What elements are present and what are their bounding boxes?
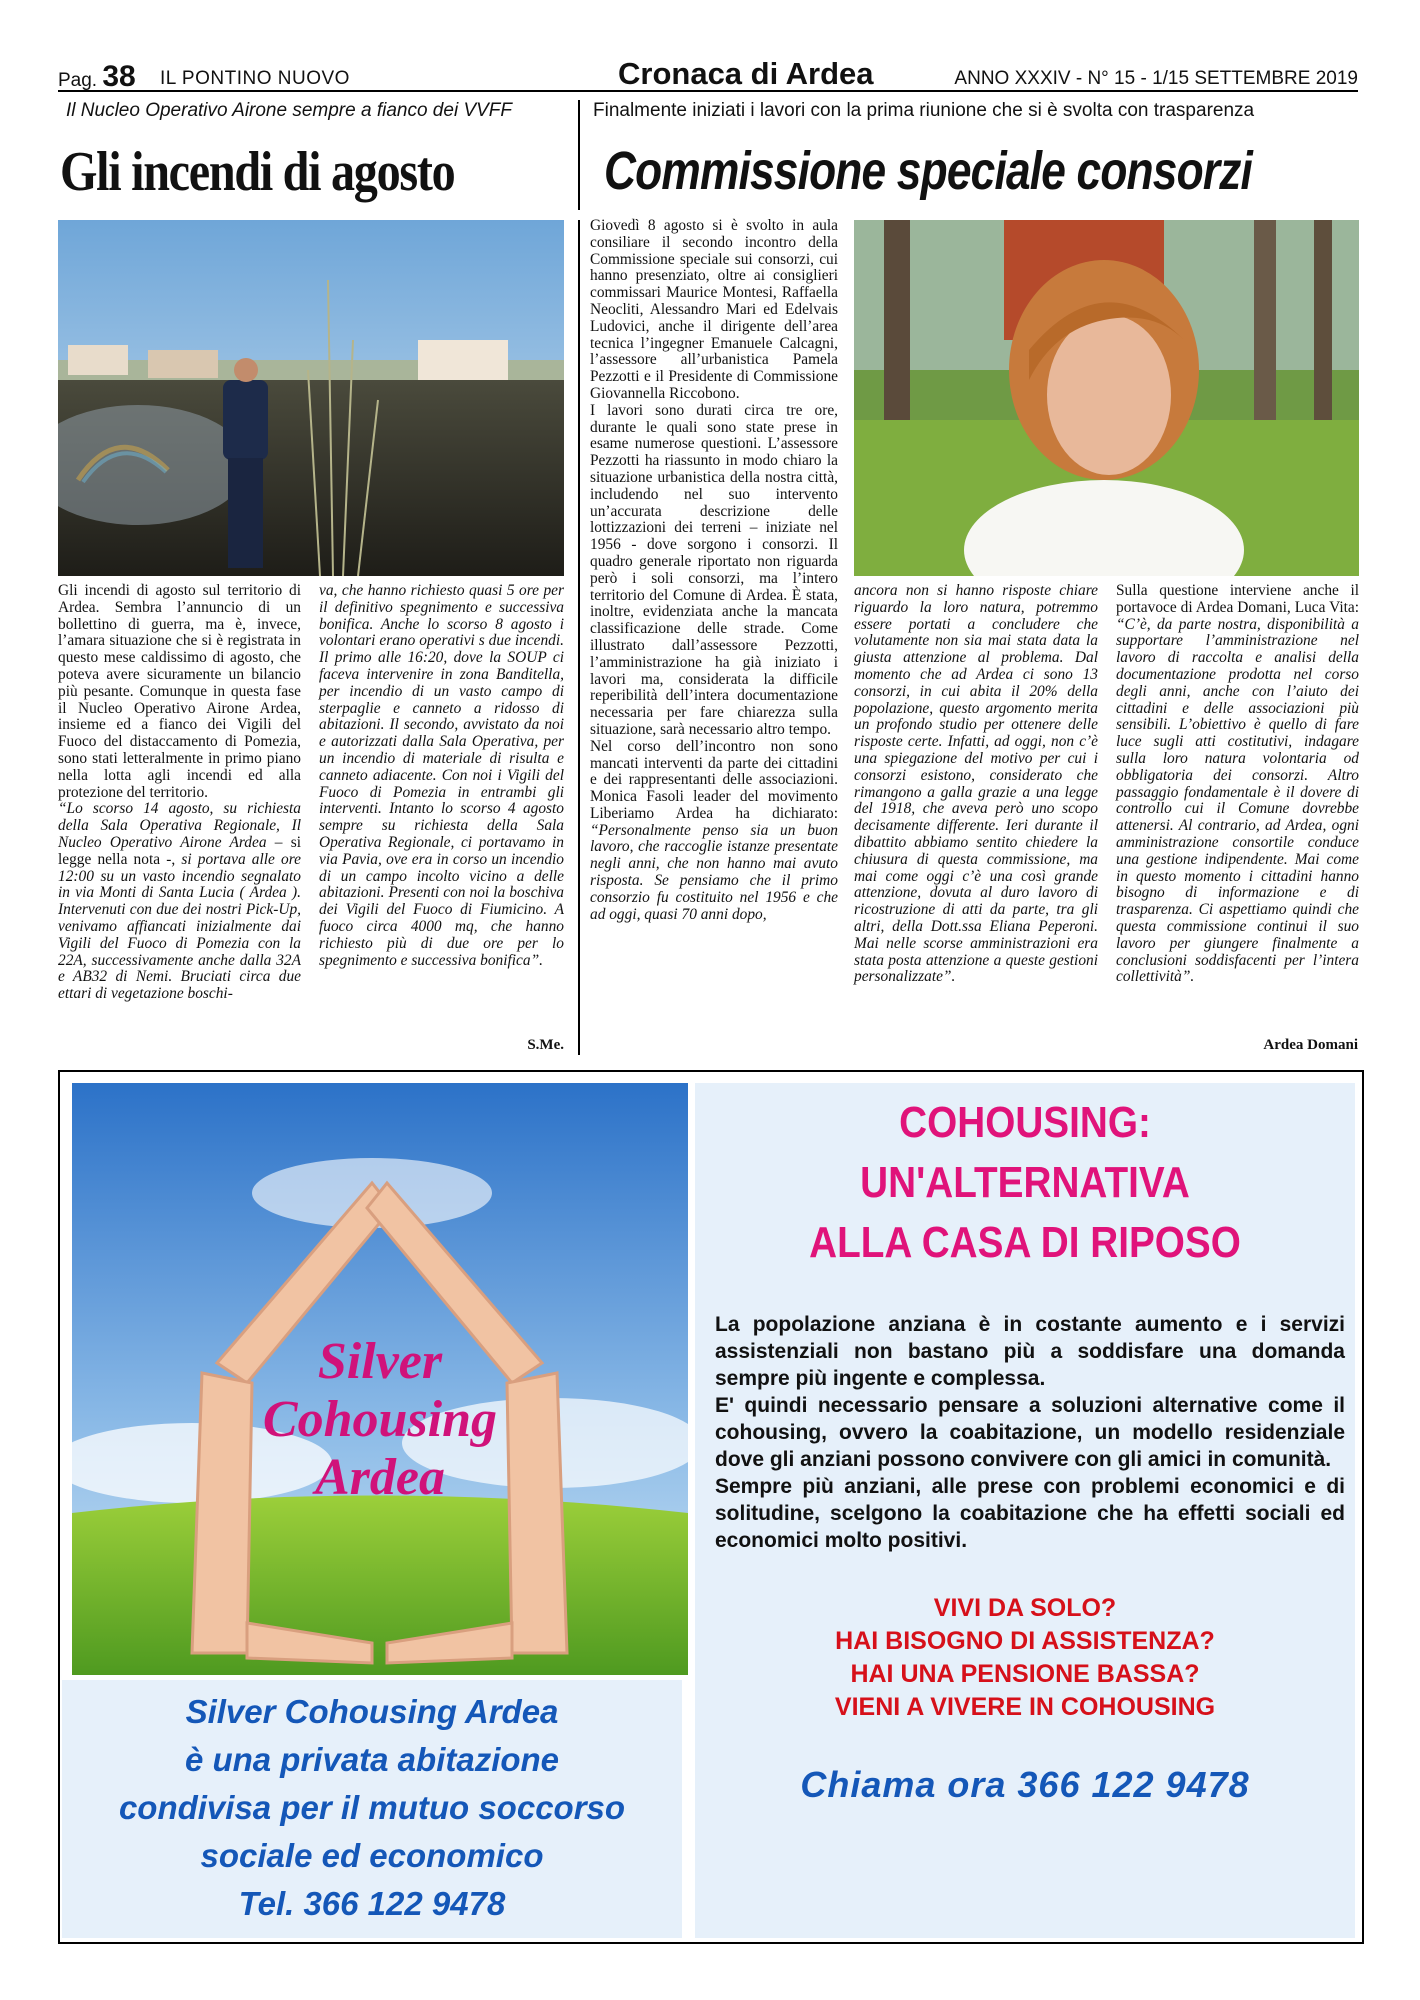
ad-call-to-action: Chiama ora 366 122 9478 [800, 1764, 1250, 1805]
ad-right-panel [695, 1083, 1355, 1938]
article2-signature: Ardea Domani [1263, 1037, 1358, 1053]
article1-column-2: va, che hanno richiesto quasi 5 ore per il definitivo spegnimento e successiva bonifica. Anche lo scorso 8 agosto i volontari erano operativi s due incendi. Il primo alle 16:20, dove la SOUP ci faceva intervenire in zona Banditella, per incendio di un vasto campo di sterpaglie e canneto a ridosso di abitazioni. Il secondo, avvistato da noi e autorizzati dalla Sala Operativa, per un incendio di materiale di risulta e canneto adiacente. Con noi i Vigili del Fuoco di Pomezia in entrambi gli interventi. Intanto lo scorso 4 agosto sempre su richiesta della Sala Operativa Regionale, ci portavamo in via Pavia, ove era in corso un incendio di un campo incolto vicino a delle abitazioni. Presenti con noi la boschiva dei Vigili del Fuoco di Fiumicino. A fuoco circa 4000 mq, che hanno richiesto più di due ore per lo spegnimento e successiva bonifica”. [319, 582, 564, 969]
ad-title: COHOUSING: UN'ALTERNATIVA ALLA CASA DI RIPOSO [809, 1098, 1241, 1267]
ad-image-caption: Silver Cohousing Ardea [262, 1333, 498, 1506]
issue-info: ANNO XXXIV - N° 15 - 1/15 SETTEMBRE 2019 [954, 68, 1358, 89]
section-title: Cronaca di Ardea [618, 56, 874, 91]
article2-column-1: Giovedì 8 agosto si è svolto in aula consiliare il secondo incontro della Commissione speciale sui consorzi, cui hanno presenziato, oltre ai consiglieri commissari Maurice Montesi, Raffaella Neocliti, Alessandro Mari ed Edelvais Ludovici, anche il dirigente dell’area tecnica l’ingegner Emanuele Calcagni, l’assessore all’urbanistica Pamela Pezzotti e il Presidente di Commissione Giovannella Riccobono. I lavori sono durati circa tre ore, durante le quali sono state prese in esame numerose questioni. L’assessore Pezzotti ha riassunto in modo chiaro la situazione urbanistica della nostra città, includendo nel suo intervento un’accurata descrizione delle lottizzazioni dei terreni – iniziate nel 1956 - dove sorgono i consorzi. Il quadro generale riportato non riguarda però i soli consorzi, ma l’intero territorio del Comune di Ardea. È stata, inoltre, evidenziata anche la mancata classificazione delle strade. Come illustrato dall’assessore Pezzotti, l’amministrazione ha già iniziato i lavori ma, considerata la difficile reperibilità dell’intera documentazione necessaria per fare chiarezza sulla situazione, sarà necessario altro tempo. Nel corso dell’incontro non sono mancati interventi da parte dei cittadini e dei rappresentanti delle associazioni. Monica Fasoli leader del movimento Liberiamo Ardea ha dichiarato: “Personalmente penso sia un buon lavoro, che raccoglie istanze presentate negli anni, che non hanno mai avuto risposta. Se pensiamo che il primo consorzio fu costituito nel 1956 e che ad oggi, quasi 70 anni dopo, [590, 217, 838, 923]
fire-scene-photo [58, 220, 564, 576]
ad-left-line: Silver Cohousing Ardea [185, 1693, 559, 1730]
ad-left-panel [62, 1680, 682, 1938]
portrait-photo [854, 220, 1359, 576]
ad-left-line: è una privata abitazione [184, 1741, 560, 1778]
article2-column-3: Sulla questione interviene anche il portavoce di Ardea Domani, Luca Vita: “C’è, da parte nostra, disponibilità a supportare l’amministrazione nel lavoro di raccolta e analisi della documentazione prodotta nel corso degli anni, anche con l’aiuto dei cittadini e delle associazioni più sensibili. L’obiettivo è quello di fare luce sugli atti costitutivi, indagare sulla loro natura volontaria od obbligatoria dei consorzi. Altro passaggio fondamentale è il dovere di controllo cui il Comune dovrebbe attenersi. Al contrario, ad Ardea, ogni amministrazione consortile conduce una gestione indipendente. Mai come in questo momento i cittadini hanno bisogno di informazione e di trasparenza. Ci aspettiamo quindi che questa commissione continui il suo lavoro per giungere finalmente a conclusioni soddisfacenti per l’intera collettività”. [1116, 582, 1359, 986]
ad-left-line: condivisa per il mutuo soccorso [118, 1789, 626, 1826]
article1-signature: S.Me. [527, 1037, 564, 1053]
column-divider [578, 100, 580, 210]
article1-title: Gli incendi di agosto [60, 141, 455, 203]
page-number: 38 [102, 60, 136, 93]
article2-column-2: ancora non si hanno risposte chiare riguardo la loro natura, potremmo essere portati a concludere che volutamente non sia mai stata data la giusta attenzione al problema. Dal momento che ad Ardea ci sono 13 consorzi, in cui abita il 20% della popolazione, questo argomento merita un profondo studio per ottenere delle risposte certe. Infatti, ad oggi, non c’è una spiegazione del motivo per cui i consorzi esistono, considerato che rimangono a galla grazie a una legge del 1918, che aveva però uno scopo decisamente differente. Ieri durante il dibattito abbiamo sentito chiedere la chiusura di questa commissione, ma mai come oggi c’è una così grande attenzione, dovuta al duro lavoro di ricostruzione di atti da parte, tra gli altri, della Dott.ssa Eliana Peperoni. Mai nelle scorse amministrazioni era stata posta attenzione a queste gestioni personalizzate”. [854, 582, 1098, 986]
page-header [58, 58, 1358, 92]
column-divider [578, 220, 580, 1055]
article2-title: Commissione speciale consorzi [604, 141, 1253, 201]
article2-kicker: Finalmente iniziati i lavori con la prima riunione che si è svolta con trasparenza [593, 100, 1255, 121]
ad-questions: VIVI DA SOLO? HAI BISOGNO DI ASSISTENZA? HAI UNA PENSIONE BASSA? VIENI A VIVERE IN COHOUSING [834, 1594, 1216, 1721]
publication-name: IL PONTINO NUOVO [160, 68, 350, 89]
ad-left-line: sociale ed economico [200, 1837, 544, 1874]
ad-body: La popolazione anziana è in costante aumento e i servizi assistenziali non bastano più a soddisfare una domanda sempre più ingente e complessa. E' quindi necessario pensare a soluzioni alternative come il cohousing, ovvero la coabitazione, un modello residenziale dove gli anziani possono convivere con gli amici in comunità. Sempre più anziani, alle prese con problemi economici e di solitudine, scelgono la coabitazione che ha effetti sociali ed economici molto positivi. [715, 1313, 1345, 1552]
ad-phone: Tel. 366 122 9478 [238, 1885, 506, 1922]
ad-hands-image [72, 1083, 688, 1675]
article1-kicker: Il Nucleo Operativo Airone sempre a fianco dei VVFF [66, 100, 512, 121]
page-label: Pag. 38 [58, 60, 136, 93]
article1-column-1: Gli incendi di agosto sul territorio di Ardea. Sembra l’annuncio di un bollettino di guerra, ma è, invece, l’amara situazione che si è registrata in questo mese caldissimo di agosto, che poteva avere sicuramente un bilancio più pesante. Comunque in questa fase il Nucleo Operativo Airone Ardea, insieme ed a fianco dei Vigili del Fuoco del distaccamento di Pomezia, sono stati letteralmente in primo piano nella lotta agli incendi ed alla protezione del territorio. “Lo scorso 14 agosto, su richiesta della Sala Operativa Regionale, Il Nucleo Operativo Airone Ardea – si legge nella nota -, si portava alle ore 12:00 su un vasto incendio segnalato in via Monti di Santa Lucia ( Ardea ). Intervenuti con due dei nostri Pick-Up, venivamo affiancati inizialmente dai Vigili del Fuoco di Pomezia con la 22A, successivamente anche dalla 32A e AB32 di Nemi. Bruciati circa due ettari di vegetazione boschi- [58, 582, 301, 1003]
